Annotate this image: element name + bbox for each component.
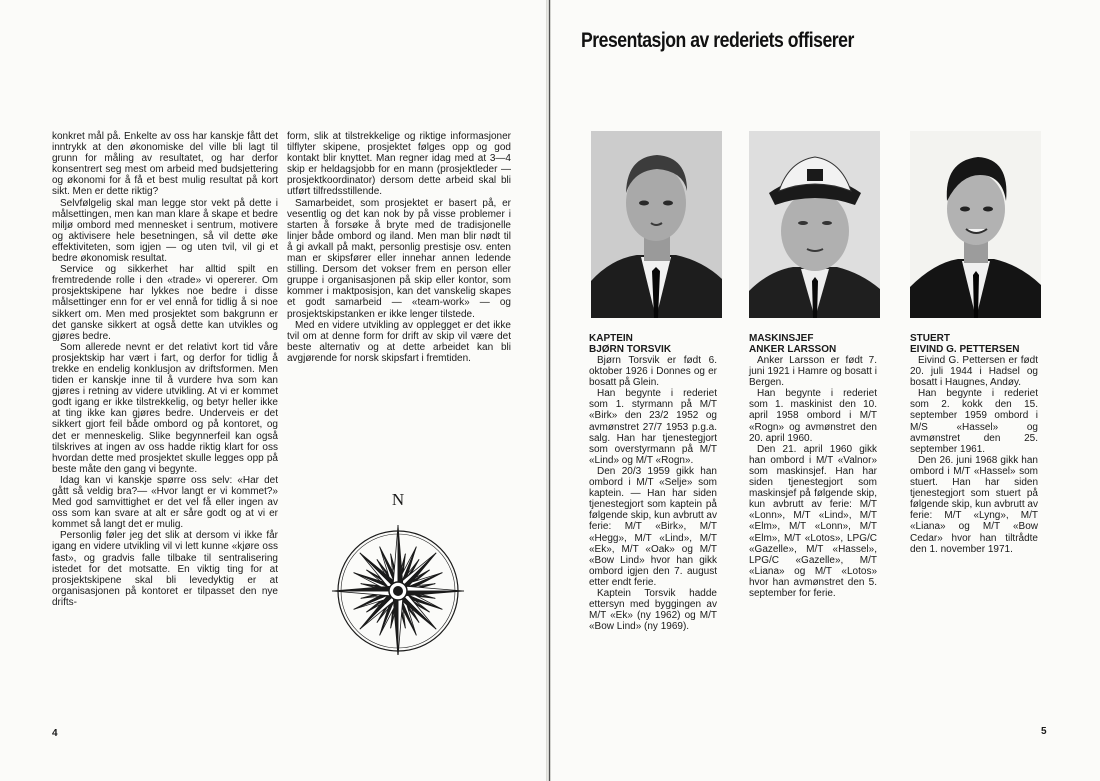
officer-role: MASKINSJEF	[749, 333, 814, 344]
left-page	[0, 0, 549, 781]
portrait-photo-chief-engineer	[749, 131, 880, 318]
portrait-photo-steward	[910, 131, 1041, 318]
paragraph: Personlig føler jeg det slik at dersom vi ikke får igang en videre utvikling vil vi lett kunne «kjøre oss fast», og gradvis falle tilbake til sentralisering istedet for det motsatte. En viktig ting for at prosjektskipene skal bli levedyktig er at organisasjonen på kontoret er tilpasset den nye drifts-	[52, 530, 278, 608]
paragraph: Den 21. april 1960 gikk han ombord i M/T «Valnor» som maskinsjef. Han har siden tjenestegjort som maskinsjef på følgende skip, kun avbrutt av ferie: M/T «Lonn», M/T «Lind», M/T «Elm», M/T «Lonn», M/T «Elm», M/T «Lotos», LPG/C «Gazelle», M/T «Hassel», LPG/C «Gazelle», M/T «Liana» og M/T «Lotos» hvor han avmønstret den 5. september for ferie.	[749, 443, 877, 599]
paragraph: Anker Larsson er født 7. juni 1921 i Hamre og bosatt i Bergen.	[749, 355, 877, 389]
paragraph: Bjørn Torsvik er født 6. oktober 1926 i Donnes og er bosatt på Glein.	[589, 355, 717, 389]
paragraph: Han begynte i rederiet som 1. styrmann på M/T «Birk» den 23/2 1952 og avmønstret 27/7 1953 p.g.a. salg. Han har tjenestegjort som overstyrmann på M/T «Lind» og M/T «Rogn».	[589, 388, 717, 466]
paragraph: Den 20/3 1959 gikk han ombord i M/T «Selje» som kaptein. — Han har siden tjenestegjort som kaptein på følgende skip, kun avbrutt av ferie: M/T «Birk», M/T «Hegg», M/T «Lind», M/T «Ek», M/T «Oak» og M/T «Bow Lind» hvor han gikk ombord igjen den 7. august etter endt ferie.	[589, 465, 717, 588]
article-column-2	[287, 131, 511, 364]
officer-role: STUERT	[910, 333, 950, 344]
paragraph: Den 26. juni 1968 gikk han ombord i M/T «Hassel» som stuert. Han har siden tjenestegjort som stuert på følgende skip, kun avbrutt av ferie: M/T «Lyng», M/T «Liana» og M/T «Bow Cedar» hvor han tiltrådte den 1. november 1971.	[910, 454, 1038, 555]
paragraph: Med en videre utvikling av opplegget er det ikke tvil om at denne form for drift av skip vil være det beste alternativ og at dette arbeidet kan bli avgjørende for norsk skipsfart i fremtiden.	[287, 319, 511, 364]
paragraph: Som allerede nevnt er det relativt kort tid våre prosjektskip har vært i fart, og derfor for tidlig å trekke en endelig konklusjon av driftsformen. Men tiden er kanskje inne til å vurdere hva som kan gjøres i retning av videre utvikling. At vi er kommet godt igang er ikke tilstrekkelig, og betyr heller ikke at ting ikke kan gjøres bedre. Underveis er det sikkert gjort feil både ombord og på kontoret, og det er menneskelig. Slike begynnerfeil kan også tilskrives at ingen av oss hadde riktig klart for oss hvordan dette med prosjektet skulle legges opp på beste måte den gang vi begynte.	[52, 341, 278, 475]
paragraph: Samarbeidet, som prosjektet er basert på, er vesentlig og det kan nok by på visse problemer i starten å forsøke å bryte med de tradisjonelle linjer både ombord og iland. Men man blir nødt til å gi avkall på makt, personlig prestisje osv. enten man er skipsfører eller innehar annen ledende stilling. Dersom det vokser frem en person eller gruppe i organisasjonen på skip eller kontor, som kommer i maktposisjon, kan det vanskelig skapes et godt samarbeid — «team-work» — og prosjektskipstanken er ikke lenger tilstede.	[287, 197, 511, 320]
paragraph: Eivind G. Pettersen er født 20. juli 1944 i Hadsel og bosatt i Haugnes, Andøy.	[910, 355, 1038, 389]
paragraph: konkret mål på. Enkelte av oss har kanskje fått det inntrykk at den økonomiske del ville bli lagt til grunn for måling av resultatet, og har derfor konsentrert seg mest om arbeid med budsjettering og økonomi for å få et best mulig resultat på kort sikt. Men er dette riktig?	[52, 131, 278, 198]
compass-rose-illustration	[318, 487, 478, 655]
officer-role: KAPTEIN	[589, 333, 633, 344]
paragraph: Han begynte i rederiet som 2. kokk den 15. september 1959 ombord i M/S «Hassel» og avmønstret den 25. september 1961.	[910, 388, 1038, 455]
portrait-photo-captain	[591, 131, 722, 318]
officer-name: BJØRN TORSVIK	[589, 344, 672, 355]
paragraph: Service og sikkerhet har alltid spilt en fremtredende rolle i den «trade» vi opererer. Om prosjektskipene har lykkes noe bedre i disse målsettinger enn for er vel ennå for tidlig å si noe sikkert om. Men med prosjektet som bakgrunn er det ganske sikkert at også dette kan utvikles og gjøres bedre.	[52, 264, 278, 342]
paragraph: Han begynte i rederiet som 1. maskinist den 10. april 1958 ombord i M/T «Rogn» og avmønstret den 20. april 1960.	[749, 388, 877, 444]
officer-profile-captain	[589, 333, 717, 632]
paragraph: form, slik at tilstrekkelige og riktige informasjoner tilflyter skipene, prosjektet følges opp og god kontakt blir knyttet. Man regner idag med at 3—4 skip er heldagsjobb for en mann (prosjektleder — prosjektkoordinator) dersom dette arbeid skal bli utført tilfredsstillende.	[287, 131, 511, 198]
paragraph: Kaptein Torsvik hadde ettersyn med byggingen av M/T «Ek» (ny 1962) og M/T «Bow Lind» (ny 1969).	[589, 587, 717, 633]
page-number-right: 5	[1041, 726, 1047, 737]
officer-name: EIVIND G. PETTERSEN	[910, 344, 1020, 355]
officer-name: ANKER LARSSON	[749, 344, 837, 355]
paragraph: Selvfølgelig skal man legge stor vekt på dette i målsettingen, men kan man klare å skape et bedre miljø ombord med mennesket i sentrum, motivere og aktivisere hele besetningen, så vil dette øke effektiviteten, som igjen — og uten tvil, vil gi et bedre økonomisk resultat.	[52, 197, 278, 265]
page-title: Presentasjon av rederiets offiserer	[581, 28, 854, 52]
page-number-left: 4	[52, 728, 58, 739]
article-column-1	[52, 131, 278, 608]
officer-profile-chief-engineer	[749, 333, 877, 599]
compass-north-letter: N	[391, 490, 405, 509]
paragraph: Idag kan vi kanskje spørre oss selv: «Har det gått så veldig bra?— «Hvor langt er vi kommet?» Med god samvittighet er det vel få eller ingen av oss som kan svare at alt er såre godt og at vi er kommet så langt det er mulig.	[52, 474, 278, 531]
officer-profile-steward	[910, 333, 1038, 555]
